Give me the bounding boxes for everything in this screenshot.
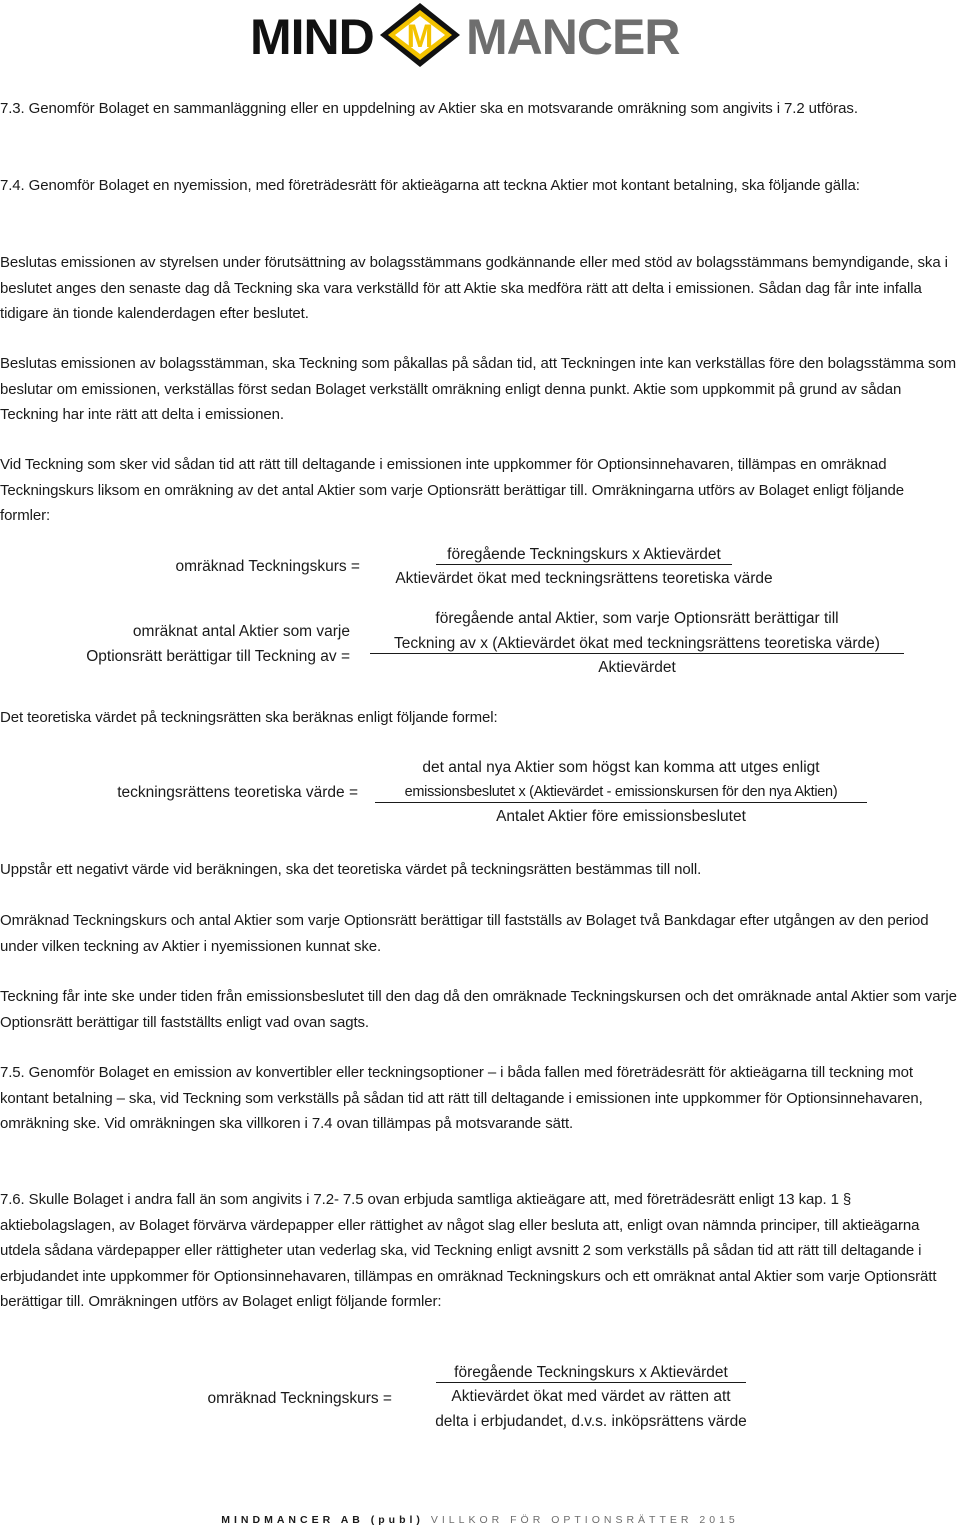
- section-7-4-recalc-intro: Vid Teckning som sker vid sådan tid att rätt till deltagande i emissionen inte uppkommer för Optionsinnehavaren, tillämpas en omräknad Teckningskurs liksom en omräkning av det antal Aktier som varje Optionsrätt berättigar till. Omräkningarna utförs av Bolaget enligt följande formler:: [0, 456, 904, 524]
- formula-3-denominator: Antalet Aktier före emissionsbeslutet: [496, 808, 746, 825]
- formula-4-lhs: omräknad Teckningskurs =: [207, 1390, 392, 1407]
- formula-2-numerator-line2: Teckning av x (Aktievärdet ökat med teckningsrättens teoretiska värde): [394, 635, 880, 652]
- formula-3-numerator-line1: det antal nya Aktier som högst kan komma att utges enligt: [422, 759, 820, 776]
- formula-2-lhs: [20, 619, 350, 669]
- section-7-5: 7.5. Genomför Bolaget en emission av konvertibler eller teckningsoptioner – i båda fallen med företrädesrätt för aktieägarna till teckning mot kontant betalning – ska, vid Teckning som verkställs på sådan tid att rätt till deltagande i emissionen inte uppkommer för Optionsinnehavaren, omräkning ske. Vid omräkningen ska villkoren i 7.4 ovan tillämpas på motsvarande sätt.: [0, 1064, 923, 1132]
- section-7-4-restriction: Teckning får inte ske under tiden från emissionsbeslutet till den dag då den omräknade Teckningskursen och det omräknade antal Aktier som varje Optionsrätt berättigar till fastställts enligt vad ovan sagts.: [0, 988, 957, 1031]
- formula-2-lhs-line2: Optionsrätt berättigar till Teckning av =: [86, 648, 350, 665]
- formula-2-numerator-line1: föregående antal Aktier, som varje Optionsrätt berättigar till: [435, 610, 839, 627]
- section-7-6: 7.6. Skulle Bolaget i andra fall än som angivits i 7.2- 7.5 ovan erbjuda samtliga aktieägare att, med företrädesrätt enligt 13 kap. 1 § aktiebolagslagen, av Bolaget förvärva värdepapper eller rättighet av något slag eller besluta att, enligt ovan nämnda principer, till aktieägarna utdela sådana värdepapper eller rättigheter utan vederlag ska, vid Teckning enligt avsnitt 2 som verkställs på sådan tid att rätt till deltagande i erbjudandet inte uppkommer för Optionsinnehavaren, tillämpas en omräknad Teckningskurs och ett omräknat antal Aktier som varje Optionsrätt berättigar till. Omräkningen utförs av Bolaget enligt följande formler:: [0, 1191, 937, 1310]
- formula-4-numerator: föregående Teckningskurs x Aktievärdet: [454, 1364, 728, 1381]
- page-footer: [0, 1514, 960, 1526]
- formula-2-lhs-line1: omräknat antal Aktier som varje: [132, 623, 350, 640]
- section-7-3: 7.3. Genomför Bolaget en sammanläggning eller en uppdelning av Aktier ska en motsvarande omräkning som angivits i 7.2 utföras.: [0, 100, 858, 117]
- section-7-4-board-decision: Beslutas emissionen av styrelsen under förutsättning av bolagsstämmans godkännande eller med stöd av bolagsstämmans bemyndigande, ska i beslutet anges den senaste dag då Teckning ska vara verkställd för att Aktie ska medföra rätt att delta i emissionen. Sådan dag får inte infalla tidigare än tionde kalenderdagen efter beslutet.: [0, 254, 948, 322]
- formula-3-numerator-line2: emissionsbeslutet x (Aktievärdet - emissionskursen för den nya Aktien): [404, 784, 838, 800]
- formula-1-numerator: föregående Teckningskurs x Aktievärdet: [447, 546, 721, 563]
- footer-document-title: VILLKOR FÖR OPTIONSRÄTTER 2015: [430, 1514, 739, 1526]
- formula-3-fraction: [366, 755, 876, 829]
- company-logo: [250, 2, 720, 68]
- footer-company: MINDMANCER AB (publ): [221, 1514, 424, 1526]
- logo-mark-letter: M: [406, 18, 434, 54]
- formula-1-denominator: Aktievärdet ökat med teckningsrättens teoretiska värde: [395, 570, 773, 587]
- logo-diamond-icon: [378, 2, 462, 68]
- section-7-4-intro: 7.4. Genomför Bolaget en nyemission, med företrädesrätt för aktieägarna att teckna Aktier mot kontant betalning, ska följande gälla:: [0, 177, 860, 194]
- formula-4-denominator-line2: delta i erbjudandet, d.v.s. inköpsrättens värde: [435, 1413, 747, 1430]
- logo-text-left: MIND: [250, 9, 374, 65]
- formula-1-lhs: omräknad Teckningskurs =: [175, 558, 360, 575]
- formula-2-denominator: Aktievärdet: [598, 659, 676, 676]
- formula-1-fraction: [364, 542, 804, 591]
- section-7-4-determination: Omräknad Teckningskurs och antal Aktier som varje Optionsrätt berättigar till fastställs av Bolaget två Bankdagar efter utgången av den period under vilken teckning av Aktier i nyemissionen kunnat ske.: [0, 912, 929, 955]
- logo-text-right: MANCER: [466, 9, 680, 65]
- formula-2-fraction: [362, 606, 912, 680]
- formula-4-fraction: [396, 1360, 786, 1434]
- section-7-4-meeting-decision: Beslutas emissionen av bolagsstämman, ska Teckning som påkallas på sådan tid, att Teckningen inte kan verkställas före den bolagsstämma som beslutar om emissionen, verkställas först sedan Bolaget verkställt omräkning enligt denna punkt. Aktie som uppkommit på grund av sådan Teckning har inte rätt att delta i emissionen.: [0, 355, 957, 423]
- section-7-4-negative-value: Uppstår ett negativt värde vid beräkningen, ska det teoretiska värdet på teckningsrätten bestämmas till noll.: [0, 861, 702, 878]
- formula-3-lhs: teckningsrättens teoretiska värde =: [117, 784, 358, 801]
- section-7-4-theoretical-value-intro: Det teoretiska värdet på teckningsrätten ska beräknas enligt följande formel:: [0, 709, 498, 726]
- formula-4-denominator-line1: Aktievärdet ökat med värdet av rätten att: [451, 1388, 731, 1405]
